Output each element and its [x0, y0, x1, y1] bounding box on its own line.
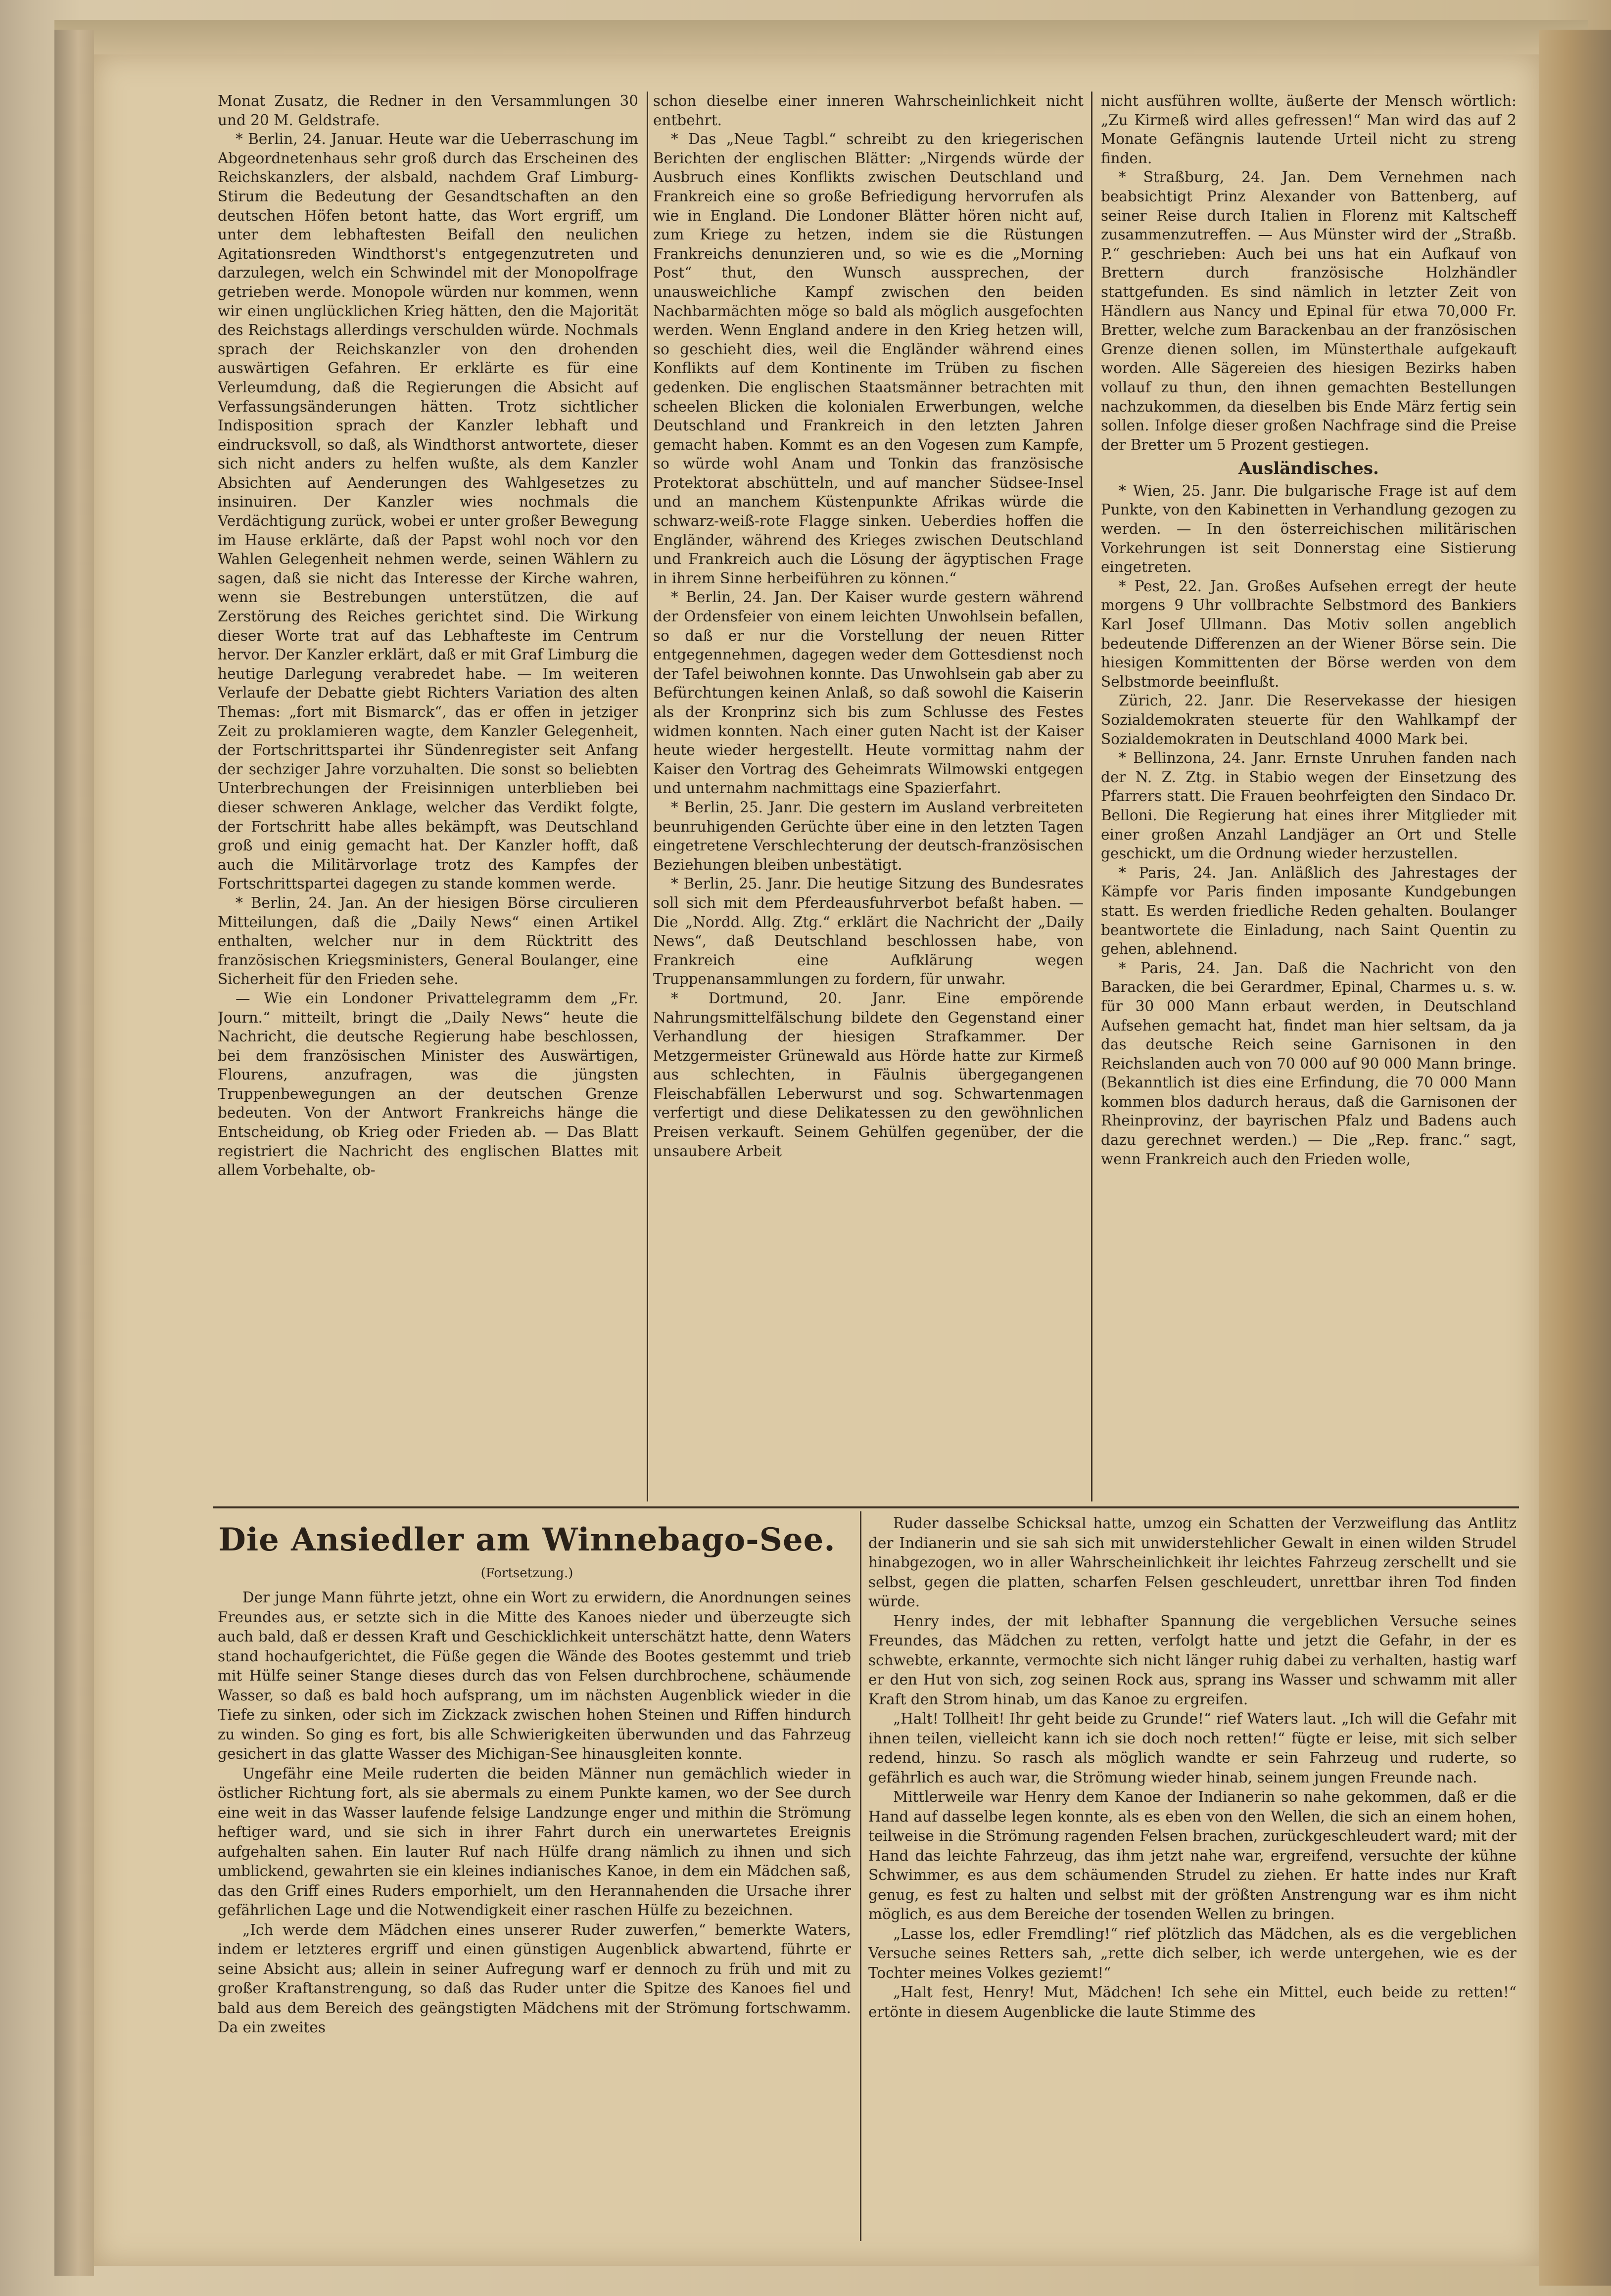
story-paragraph: Henry indes, der mit lebhafter Spannung die vergeblichen Versuche seines Freundes, das Mädchen zu retten, verfolgt hatte und jetzt die Gefahr, in der es schwebte, erkannte, vermochte sich nicht länger ruhig dabei zu verhalten, hastig warf er den Hut von sich, zog seinen Rock aus, sprang ins Wasser und schwamm mit aller Kraft den Strom hinab, um das Kanoe zu ergreifen.: [868, 1612, 1516, 1708]
story-paragraph: Der junge Mann führte jetzt, ohne ein Wort zu erwidern, die Anordnungen seines Freundes aus, er setzte sich in die Mitte des Kanoes nieder und überzeugte sich auch bald, daß er dessen Kraft und Geschicklichkeit unterschätzt hatte, denn Waters stand hochaufgerichtet, die Füße gegen die Wände des Bootes gestemmt und trieb mit Hülfe seiner Stange dieses durch das von Felsen durchbrochene, schäumende Wasser, so daß es bald hoch aufsprang, um im nächsten Augenblick wieder in die Tiefe zu sinken, oder sich im Zickzack zwischen hohen Steinen und Riffen hindurch zu winden. So ging es fort, bis alle Schwierigkeiten überwunden und das Fahrzeug gesichert in das glatte Wasser des Michigan-See hinausgleiten konnte.: [218, 1589, 851, 1762]
news-item: schon dieselbe einer inneren Wahrscheinlichkeit nicht entbehrt.: [653, 93, 1084, 129]
story-column-rule: [860, 1511, 861, 2241]
story-column-left: [218, 1588, 851, 2241]
news-item: * Straßburg, 24. Jan. Dem Vernehmen nach beabsichtigt Prinz Alexander von Battenberg, auf seiner Reise durch Italien in Florenz mit Kaltscheff zusammenzutreffen. — Aus Münster wird der „Straßb. P.“ geschrieben: Auch bei uns hat ein Aufkauf von Brettern durch französische Holzhändler stattgefunden. Es sind nämlich in letzter Zeit von Händlern aus Nancy und Epinal für etwa 70,000 Fr. Bretter, welche zum Barackenbau an der französischen Grenze dienen sollen, im Münsterthale aufgekauft worden. Alle Sägereien des hiesigen Bezirks haben vollauf zu thun, den ihnen gemachten Bestellungen nachzukommen, da dieselben bis Ende März fertig sein sollen. Infolge dieser großen Nachfrage sind die Preise der Bretter um 5 Prozent gestiegen.: [1101, 169, 1516, 453]
news-item: * Dortmund, 20. Janr. Eine empörende Nahrungsmittelfälschung bildete den Gegenstand einer Verhandlung der hiesigen Strafkammer. Der Metzgermeister Grünewald aus Hörde hatte zur Kirmeß aus schlechten, in Fäulnis übergegangenen Fleischabfällen Leberwurst und sog. Schwartenmagen verfertigt und diese Delikatessen zu den gewöhnlichen Preisen verkauft. Seinem Gehülfen gegenüber, der die unsaubere Arbeit: [653, 989, 1084, 1160]
page-right-edge: [1539, 30, 1611, 2286]
story-paragraph: Ungefähr eine Meile ruderten die beiden Männer nun gemächlich wieder in östlicher Richtung fort, als sie abermals zu einem Punkte kamen, wo der See durch eine weit in das Wasser laufende felsige Landzunge enger und mithin die Strömung heftiger ward, und sie sich in ihrer Fahrt durch ein unerwartetes Ereignis aufgehalten sahen. Ein lauter Ruf nach Hülfe drang nämlich zu ihnen und sich umblickend, gewahrten sie ein kleines indianisches Kanoe, in dem ein Mädchen saß, das den Griff eines Ruders emporhielt, um den Herannahenden die Ursache ihrer gefährlichen Lage und die Notwendigkeit einer raschen Hülfe zu bezeichnen.: [218, 1765, 851, 1919]
story-column-right: [868, 1514, 1516, 2241]
news-item: * Paris, 24. Jan. Daß die Nachricht von den Baracken, die bei Gerardmer, Epinal, Charmes u. s. w. für 30 000 Mann erbaut werden, in Deutschland Aufsehen gemacht hat, findet man hier seltsam, da ja das deutsche Reich seine Garnisonen in den Reichslanden auch von 70 000 auf 90 000 Mann bringe. (Bekanntlich ist dies eine Erfindung, die 70 000 Mann kommen blos dadurch heraus, daß die Garnisonen der Rheinprovinz, der bayrischen Pfalz und Badens auch dazu gerechnet werden.) — Die „Rep. franc.“ sagt, wenn Frankreich auch den Frieden wolle,: [1101, 959, 1516, 1168]
news-column-1: [218, 92, 638, 1501]
news-item: * Wien, 25. Janr. Die bulgarische Frage ist auf dem Punkte, von den Kabinetten in Verhandlung gezogen zu werden. — In den österreichischen militärischen Vorkehrungen ist seit Donnerstag eine Sistierung eingetreten.: [1101, 482, 1516, 576]
news-item: — Wie ein Londoner Privattelegramm dem „Fr. Journ.“ mitteilt, bringt die „Daily News“ heute die Nachricht, die deutsche Regierung habe beschlossen, bei dem französischen Minister des Auswärtigen, Flourens, anzufragen, was die jüngsten Truppenbewegungen an der deutschen Grenze bedeuten. Von der Antwort Frankreichs hänge die Entscheidung, ob Krieg oder Frieden ab. — Das Blatt registriert die Nachricht des englischen Blattes mit allem Vorbehalte, ob-: [218, 989, 638, 1179]
news-item: * Bellinzona, 24. Janr. Ernste Unruhen fanden nach der N. Z. Ztg. in Stabio wegen der Einsetzung des Pfarrers statt. Die Frauen beohrfeigten den Sindaco Dr. Belloni. Die Regierung hat eines ihrer Mitglieder mit einer großen Anzahl Landjäger an Ort und Stelle geschickt, um die Ordnung wieder herzustellen.: [1101, 750, 1516, 862]
story-title: Die Ansiedler am Winnebago-See.: [218, 1521, 836, 1558]
news-item: * Berlin, 24. Januar. Heute war die Ueberraschung im Abgeordnetenhaus sehr groß durch das Erscheinen des Reichskanzlers, der alsbald, nachdem Graf Limburg-Stirum die Bedeutung der Gesandtschaften an den deutschen Höfen betont hatte, das Wort ergriff, um unter dem lebhaftesten Beifall den neulichen Agitationsreden Windthorst's entgegenzutreten und darzulegen, welch ein Schwindel mit der Monopolfrage getrieben werde. Monopole würden nur kommen, wenn wir einen unglücklichen Krieg hätten, den die Majorität des Reichstags allerdings verschulden würde. Nochmals sprach der Reichskanzler von den drohenden auswärtigen Gefahren. Er erklärte es für eine Verleumdung, daß die Regierungen die Absicht auf Verfassungsänderungen hätten. Trotz sichtlicher Indisposition sprach der Kanzler lebhaft und eindrucksvoll, so daß, als Windthorst antwortete, dieser sich nicht anders zu helfen wußte, als dem Kanzler Absichten auf Aenderungen des Wahlgesetzes zu insinuiren. Der Kanzler wies nochmals die Verdächtigung zurück, wobei er unter großer Bewegung im Hause erklärte, daß der Papst wohl noch vor den Wahlen Gelegenheit nehmen werde, seinen Wählern zu sagen, daß sie nicht das Interesse der Kirche wahren, wenn sie Bestrebungen unterstützen, die auf Zerstörung des Reiches gerichtet sind. Die Wirkung dieser Worte trat auf das Lebhafteste im Centrum hervor. Der Kanzler erklärt, daß er mit Graf Limburg die heutige Darlegung verabredet habe. — Im weiteren Verlaufe der Debatte giebt Richters Variation des alten Themas: „fort mit Bismarck“, das er offen in jetziger Zeit zu proklamieren wagte, dem Kanzler Gelegenheit, der Fortschrittspartei ihr Sündenregister seit Anfang der sechziger Jahre vorzuhalten. Die sonst so beliebten Unterbrechungen der Freisinnigen unterblieben bei dieser schweren Anklage, welcher das Verdikt folgte, der Fortschritt habe alles bekämpft, was Deutschland groß und einig gemacht hat. Der Kanzler hofft, daß auch die Militärvorlage trotz des Kampfes der Fortschrittspartei dagegen zu stande kommen werde.: [218, 131, 638, 892]
news-item: * Berlin, 24. Jan. An der hiesigen Börse circulieren Mitteilungen, daß die „Daily News“ einen Artikel enthalten, welcher nur in dem Rücktritt des französischen Kriegsministers, General Boulanger, eine Sicherheit für den Frieden sehe.: [218, 894, 638, 988]
news-column-2: [653, 92, 1084, 1501]
news-item: Zürich, 22. Janr. Die Reservekasse der hiesigen Sozialdemokraten steuerte für den Wahlkampf der Sozialdemokraten in Deutschland 4000 Mark bei.: [1101, 692, 1516, 748]
story-paragraph: Mittlerweile war Henry dem Kanoe der Indianerin so nahe gekommen, daß er die Hand auf dasselbe legen konnte, als es eben von den Wellen, die sich an einem hohen, teilweise in die Strömung ragenden Felsen brachen, zurückgeschleudert ward; mit der Hand das leichte Fahrzeug, das ihm jetzt nahe war, ergreifend, versuchte der kühne Schwimmer, es aus dem schäumenden Strudel zu ziehen. Er hatte indes nur Kraft genug, es fest zu halten und selbst mit der größten Anstrengung war es ihm nicht möglich, es aus dem Bereiche der tosenden Wellen zu bringen.: [868, 1788, 1516, 1922]
column-rule: [1091, 92, 1092, 1501]
news-item: * Berlin, 25. Janr. Die gestern im Ausland verbreiteten beunruhigenden Gerüchte über eine in den letzten Tagen eingetretene Verschlechterung der deutsch-französischen Beziehungen bleiben unbestätigt.: [653, 798, 1084, 873]
news-item: * Pest, 22. Jan. Großes Aufsehen erregt der heute morgens 9 Uhr vollbrachte Selbstmord des Bankiers Karl Josef Ullmann. Das Motiv sollen angeblich bedeutende Differenzen an der Wiener Börse sein. Die hiesigen Kommittenten der Börse werden von dem Selbstmorde beeinflußt.: [1101, 577, 1516, 690]
news-item: * Paris, 24. Jan. Anläßlich des Jahrestages der Kämpfe vor Paris finden imposante Kundgebungen statt. Es werden friedliche Reden gehalten. Boulanger beantwortete die Einladung, nach Saint Quentin zu gehen, ablehnend.: [1101, 864, 1516, 958]
news-item: * Berlin, 25. Janr. Die heutige Sitzung des Bundesrates soll sich mit dem Pferdeausfuhrverbot befaßt haben. — Die „Nordd. Allg. Ztg.“ erklärt die Nachricht der „Daily News“, daß Deutschland beschlossen habe, von Frankreich eine Aufklärung wegen Truppenansammlungen zu fordern, für unwahr.: [653, 875, 1084, 988]
binding-edge: [54, 30, 94, 2276]
story-subtitle: (Fortsetzung.): [480, 1566, 573, 1581]
story-paragraph: Ruder dasselbe Schicksal hatte, umzog ein Schatten der Verzweiflung das Antlitz der Indianerin und sie sah sich mit unwiderstehlicher Gewalt in einen wilden Strudel hinabgezogen, wo in aller Wahrscheinlichkeit ihr leichtes Fahrzeug zerschellt und sie selbst, gegen die platten, scharfen Felsen geschleudert, unrettbar ihren Tod finden würde.: [868, 1515, 1516, 1610]
news-item: * Das „Neue Tagbl.“ schreibt zu den kriegerischen Berichten der englischen Blätter: „Nirgends würde der Ausbruch eines Konflikts zwischen Deutschland und Frankreich eine so große Befriedigung hervorrufen als wie in England. Die Londoner Blätter hören nicht auf, zum Kriege zu hetzen, indem sie die Rüstungen Frankreichs denunzieren und, so wie es die „Morning Post“ thut, den Wunsch aussprechen, der unausweichliche Kampf zwischen den beiden Nachbarmächten möge so bald als möglich ausgefochten werden. Wenn England andere in den Krieg hetzen will, so geschieht dies, weil die Engländer während eines Konflikts auf dem Kontinente im Trüben zu fischen gedenken. Die englischen Staatsmänner betrachten mit scheelen Blicken die kolonialen Erwerbungen, welche Deutschland und Frankreich in den letzten Jahren gemacht haben. Kommt es an den Vogesen zum Kampfe, so würde wohl Anam und Tonkin das französische Protektorat abschütteln, und auf mancher Südsee-Insel und an manchem Küstenpunkte Afrikas würde die schwarz-weiß-rote Flagge sinken. Ueberdies hoffen die Engländer, während des Krieges zwischen Deutschland und Frankreich auch die Lösung der ägyptischen Frage in ihrem Sinne herbeiführen zu können.“: [653, 131, 1084, 587]
page-top-edge: [54, 20, 1588, 54]
news-item: * Berlin, 24. Jan. Der Kaiser wurde gestern während der Ordensfeier von einem leichten Unwohlsein befallen, so daß er nur die Vorstellung der neuen Ritter entgegennehmen, dagegen weder dem Gottesdienst noch der Tafel beiwohnen konnte. Das Unwohlsein gab aber zu Befürchtungen keinen Anlaß, so daß sowohl die Kaiserin als der Kronprinz sich bis zum Schlusse des Festes widmen konnten. Nach einer guten Nacht ist der Kaiser heute wieder hergestellt. Heute vormittag nahm der Kaiser den Vortrag des Geheimrats Wilmowski entgegen und unternahm nachmittags eine Spazierfahrt.: [653, 589, 1084, 797]
news-item: nicht ausführen wollte, äußerte der Mensch wörtlich: „Zu Kirmeß wird alles gefressen!“ Man wird das auf 2 Monate Gefängnis lautende Urteil nicht zu streng finden.: [1101, 93, 1516, 167]
story-paragraph: „Halt! Tollheit! Ihr geht beide zu Grunde!“ rief Waters laut. „Ich will die Gefahr mit ihnen teilen, vielleicht kann ich sie doch noch retten!“ fügte er leise, mit sich selber redend, hinzu. So rasch als möglich wandte er sein Fahrzeug und ruderte, so gefährlich es auch war, die Strömung wieder hinab, seinem jungen Freunde nach.: [868, 1710, 1516, 1786]
story-paragraph: „Halt fest, Henry! Mut, Mädchen! Ich sehe ein Mittel, euch beide zu retten!“ ertönte in diesem Augenblicke die laute Stimme des: [868, 1984, 1516, 2020]
story-paragraph: „Lasse los, edler Fremdling!“ rief plötzlich das Mädchen, als es die vergeblichen Versuche seines Retters sah, „rette dich selber, ich werde untergehen, wie es der Tochter meines Volkes geziemt!“: [868, 1925, 1516, 1981]
story-paragraph: „Ich werde dem Mädchen eines unserer Ruder zuwerfen,“ bemerkte Waters, indem er letzteres ergriff und einen günstigen Augenblick abwartend, führte er seine Absicht aus; allein in seiner Aufregung warf er dennoch zu früh und mit zu großer Kraftanstrengung, so daß das Ruder unter die Spitze des Kanoes fiel und bald aus dem Bereich des geängstigten Mädchens mit der Strömung fortschwamm. Da ein zweites: [218, 1921, 851, 2036]
section-heading-auslaendisches: Ausländisches.: [1238, 459, 1379, 479]
column-rule: [647, 92, 648, 1501]
news-column-3: [1101, 92, 1516, 1501]
news-item: Monat Zusatz, die Redner in den Versammlungen 30 und 20 M. Geldstrafe.: [218, 93, 638, 129]
feuilleton-rule: [213, 1506, 1519, 1508]
